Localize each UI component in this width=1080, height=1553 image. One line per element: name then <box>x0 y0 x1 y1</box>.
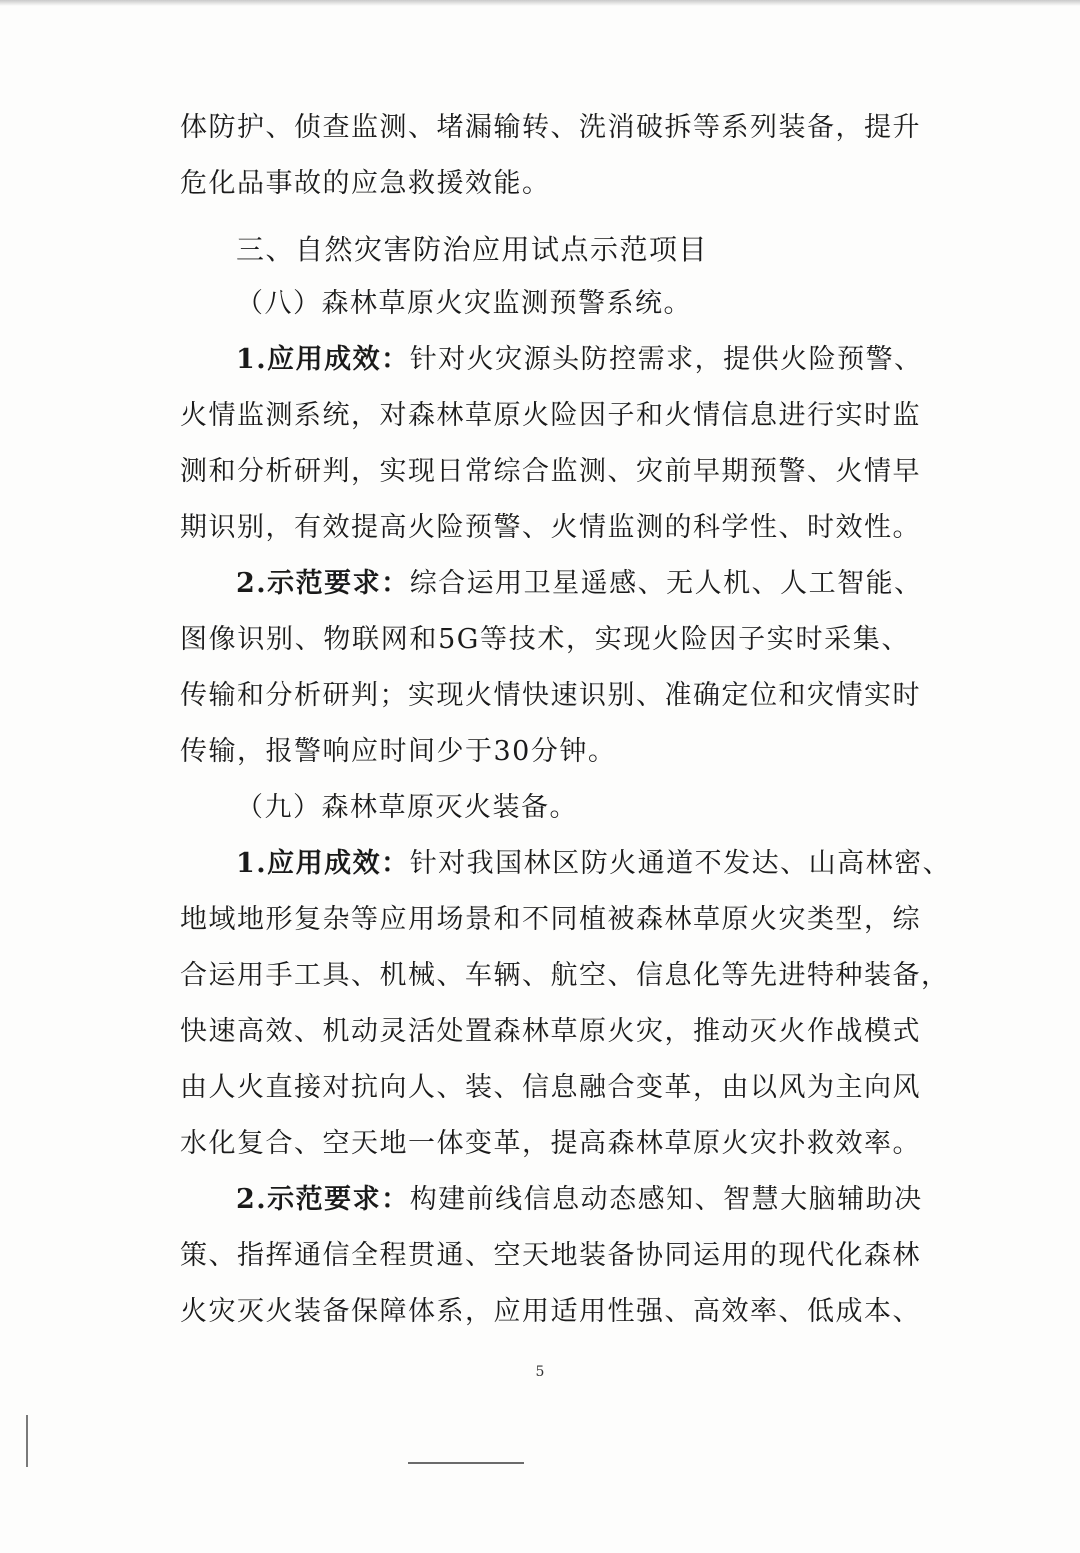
subsection-title: （九）森林草原灭火装备。 <box>236 792 578 823</box>
body-line: 水化复合、空天地一体变革，提高森林草原火灾扑救效率。 <box>180 1128 921 1159</box>
lead-label: 1.应用成效： <box>236 344 410 375</box>
body-line-with-lead <box>236 1172 923 1228</box>
body-line: 危化品事故的应急救援效能。 <box>180 168 551 199</box>
lead-text: 综合运用卫星遥感、无人机、人工智能、 <box>409 568 923 599</box>
page-number: 5 <box>535 1364 545 1380</box>
body-line: 火情监测系统，对森林草原火险因子和火情信息进行实时监 <box>180 400 921 431</box>
body-line: 传输和分析研判；实现火情快速识别、准确定位和灾情实时 <box>180 680 921 711</box>
lead-label: 1.应用成效： <box>236 848 410 879</box>
body-line: 火灾灭火装备保障体系，应用适用性强、高效率、低成本、 <box>180 1296 921 1327</box>
body-line: 策、指挥通信全程贯通、空天地装备协同运用的现代化森林 <box>180 1240 921 1271</box>
lead-label: 2.示范要求： <box>236 568 410 599</box>
lead-text: 针对火灾源头防控需求，提供火险预警、 <box>409 344 923 375</box>
body-line-with-lead <box>236 332 923 388</box>
body-line: 地域地形复杂等应用场景和不同植被森林草原火灾类型，综 <box>180 904 921 935</box>
body-line: 期识别，有效提高火险预警、火情监测的科学性、时效性。 <box>180 512 921 543</box>
body-line: 合运用手工具、机械、车辆、航空、信息化等先进特种装备， <box>180 960 950 991</box>
body-line: 图像识别、物联网和5G等技术，实现火险因子实时采集、 <box>180 624 910 655</box>
lead-label: 2.示范要求： <box>236 1184 410 1215</box>
scan-top-edge <box>0 0 1080 6</box>
margin-mark <box>26 1415 28 1467</box>
footer-rule <box>408 1462 524 1464</box>
body-line-with-lead <box>236 556 923 612</box>
lead-text: 针对我国林区防火通道不发达、山高林密、 <box>409 848 952 879</box>
section-heading: 三、自然灾害防治应用试点示范项目 <box>236 233 709 266</box>
subsection-title: （八）森林草原火灾监测预警系统。 <box>236 288 692 319</box>
lead-text: 构建前线信息动态感知、智慧大脑辅助决 <box>409 1184 923 1215</box>
body-line: 由人火直接对抗向人、装、信息融合变革，由以风为主向风 <box>180 1072 921 1103</box>
body-line: 快速高效、机动灵活处置森林草原火灾，推动灭火作战模式 <box>180 1016 921 1047</box>
body-line: 体防护、侦查监测、堵漏输转、洗消破拆等系列装备，提升 <box>180 112 921 143</box>
body-line: 测和分析研判，实现日常综合监测、灾前早期预警、火情早 <box>180 456 921 487</box>
body-line-with-lead <box>236 836 952 892</box>
body-line: 传输，报警响应时间少于30分钟。 <box>180 736 617 767</box>
